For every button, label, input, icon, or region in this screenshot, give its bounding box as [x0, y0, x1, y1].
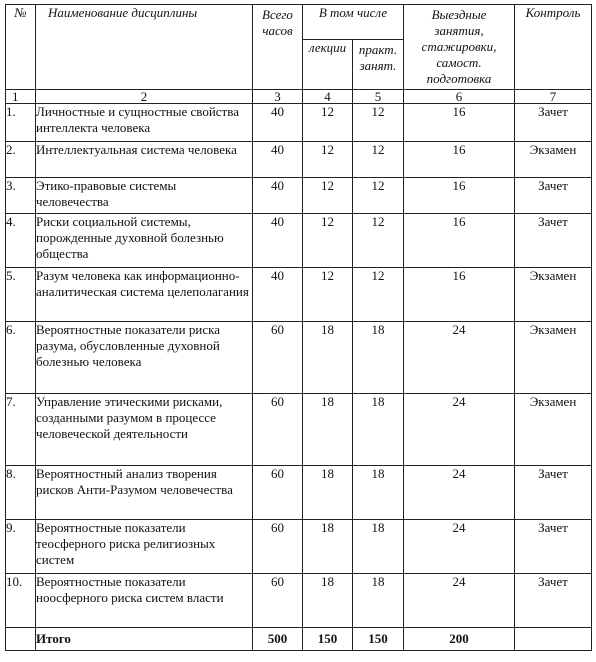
control-type: Экзамен: [515, 394, 592, 466]
row-number: 8.: [6, 466, 36, 520]
practical-hours: 12: [353, 104, 404, 142]
field-hours: 24: [404, 520, 515, 574]
table-row: [6, 268, 592, 322]
total-hours-sum: 500: [253, 628, 303, 651]
total-label: Итого: [36, 628, 253, 651]
field-hours: 24: [404, 322, 515, 394]
field-hours: 16: [404, 268, 515, 322]
total-hours: 40: [253, 104, 303, 142]
row-number: 2.: [6, 142, 36, 178]
header-field-sessions: Выездные занятия, стажировки, самост. подготовка: [404, 5, 515, 90]
header-discipline-name: Наименование дисциплины: [36, 5, 253, 90]
column-number: 1: [6, 90, 36, 104]
row-number: 4.: [6, 214, 36, 268]
field-hours: 24: [404, 466, 515, 520]
control-type: Зачет: [515, 466, 592, 520]
field-hours: 16: [404, 142, 515, 178]
control-type: Зачет: [515, 178, 592, 214]
row-number: 3.: [6, 178, 36, 214]
table-row: [6, 322, 592, 394]
row-number: 7.: [6, 394, 36, 466]
practical-hours: 12: [353, 178, 404, 214]
row-number: 6.: [6, 322, 36, 394]
row-number: 9.: [6, 520, 36, 574]
practical-hours: 12: [353, 214, 404, 268]
field-hours-sum: 200: [404, 628, 515, 651]
discipline-name: Управление этическими рисками, созданными разумом в процессе человеческой деятельности: [36, 394, 253, 466]
total-row: [6, 628, 592, 651]
discipline-name: Вероятностные показатели риска разума, обусловленные духовной болезнью человека: [36, 322, 253, 394]
discipline-name: Этико-правовые системы человечества: [36, 178, 253, 214]
lecture-hours: 18: [303, 394, 353, 466]
field-hours: 24: [404, 394, 515, 466]
discipline-name: Риски социальной системы, порожденные духовной болезнью общества: [36, 214, 253, 268]
lecture-hours: 18: [303, 466, 353, 520]
table-row: [6, 394, 592, 466]
total-hours: 60: [253, 322, 303, 394]
discipline-name: Вероятностные показатели ноосферного риска систем власти: [36, 574, 253, 628]
lecture-hours: 12: [303, 142, 353, 178]
practical-hours: 12: [353, 268, 404, 322]
header-including: В том числе: [303, 5, 404, 40]
row-number: 1.: [6, 104, 36, 142]
column-number: 2: [36, 90, 253, 104]
total-hours: 60: [253, 520, 303, 574]
lecture-hours: 18: [303, 520, 353, 574]
discipline-name: Личностные и сущностные свойства интеллекта человека: [36, 104, 253, 142]
field-hours: 16: [404, 214, 515, 268]
discipline-name: Разум человека как информационно-аналитическая система целеполагания: [36, 268, 253, 322]
total-hours: 40: [253, 142, 303, 178]
practical-hours: 18: [353, 574, 404, 628]
column-number: 7: [515, 90, 592, 104]
practical-hours: 18: [353, 520, 404, 574]
control-type: Зачет: [515, 104, 592, 142]
lecture-hours: 18: [303, 574, 353, 628]
control-type: Зачет: [515, 574, 592, 628]
column-number-row: [6, 90, 592, 104]
control-type: Экзамен: [515, 142, 592, 178]
field-hours: 16: [404, 178, 515, 214]
control-sum: [515, 628, 592, 651]
column-number: 4: [303, 90, 353, 104]
field-hours: 16: [404, 104, 515, 142]
header-control: Контроль: [515, 5, 592, 90]
total-hours: 60: [253, 394, 303, 466]
table-row: [6, 178, 592, 214]
table-row: [6, 574, 592, 628]
practical-hours: 18: [353, 322, 404, 394]
column-number: 3: [253, 90, 303, 104]
column-number: 5: [353, 90, 404, 104]
header-practical: практ. занят.: [353, 40, 404, 90]
total-hours: 40: [253, 178, 303, 214]
header-num: №: [6, 5, 36, 90]
control-type: Экзамен: [515, 322, 592, 394]
header-lectures: лекции: [303, 40, 353, 90]
row-number: 10.: [6, 574, 36, 628]
lecture-hours: 12: [303, 214, 353, 268]
header-total-hours: Всего часов: [253, 5, 303, 90]
total-hours: 60: [253, 466, 303, 520]
discipline-name: Интеллектуальная система человека: [36, 142, 253, 178]
practical-hours: 12: [353, 142, 404, 178]
total-hours: 40: [253, 214, 303, 268]
discipline-name: Вероятностный анализ творения рисков Анти-Разумом человечества: [36, 466, 253, 520]
table-row: [6, 466, 592, 520]
discipline-name: Вероятностные показатели теосферного риска религиозных систем: [36, 520, 253, 574]
field-hours: 24: [404, 574, 515, 628]
table-row: [6, 104, 592, 142]
lecture-hours: 12: [303, 268, 353, 322]
column-number: 6: [404, 90, 515, 104]
practical-hours: 18: [353, 466, 404, 520]
table-row: [6, 214, 592, 268]
lecture-hours-sum: 150: [303, 628, 353, 651]
row-number: 5.: [6, 268, 36, 322]
practical-hours-sum: 150: [353, 628, 404, 651]
table-row: [6, 520, 592, 574]
total-hours: 60: [253, 574, 303, 628]
lecture-hours: 18: [303, 322, 353, 394]
table-row: [6, 142, 592, 178]
curriculum-table: [5, 4, 592, 651]
lecture-hours: 12: [303, 104, 353, 142]
control-type: Экзамен: [515, 268, 592, 322]
lecture-hours: 12: [303, 178, 353, 214]
practical-hours: 18: [353, 394, 404, 466]
control-type: Зачет: [515, 520, 592, 574]
total-hours: 40: [253, 268, 303, 322]
control-type: Зачет: [515, 214, 592, 268]
